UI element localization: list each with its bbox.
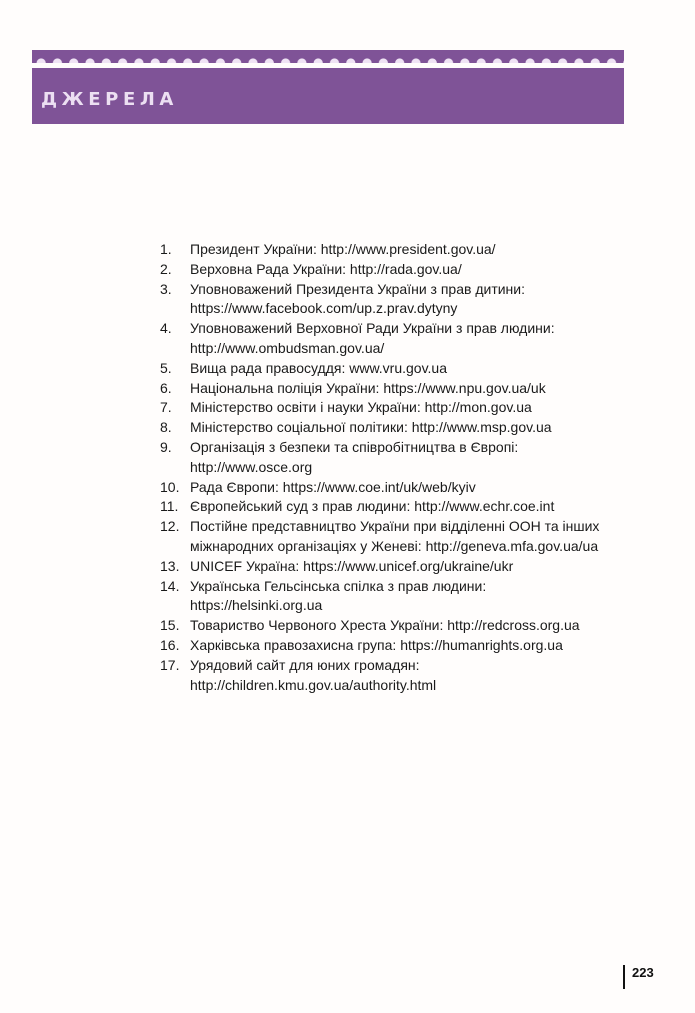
header-banner-scalloped-edge	[32, 50, 624, 63]
source-item	[160, 517, 630, 557]
source-item	[160, 616, 630, 636]
source-number: 10.	[160, 478, 180, 495]
source-text: Урядовий сайт для юних громадян: http://children.kmu.gov.ua/authority.html	[190, 656, 437, 693]
source-item	[160, 577, 630, 617]
source-item	[160, 557, 630, 577]
source-text: Європейський суд з прав людини: http://www.echr.coe.int	[190, 498, 555, 515]
source-text: UNICEF Україна: https://www.unicef.org/ukraine/ukr	[190, 557, 514, 574]
source-text: Рада Європи: https://www.coe.int/uk/web/kyiv	[190, 478, 476, 495]
source-item	[160, 418, 630, 438]
source-text: Постійне представництво України при відділенні ООН та інших міжнародних організаціях у Женеві: http://geneva.mfa.gov.ua/ua	[190, 518, 600, 554]
source-number: 17.	[160, 656, 180, 673]
source-number: 4.	[160, 320, 172, 337]
source-item	[160, 656, 630, 696]
page-number-marker	[623, 965, 625, 989]
source-number: 14.	[160, 577, 180, 594]
source-number: 15.	[160, 617, 180, 634]
source-number: 11.	[160, 498, 179, 515]
sources-list	[160, 240, 630, 695]
source-text: Уповноважений Президента України з прав дитини: https://www.facebook.com/up.z.prav.dytyny	[190, 280, 525, 317]
source-item	[160, 319, 630, 359]
source-number: 2.	[160, 260, 172, 277]
source-text: Міністерство освіти і науки України: http://mon.gov.ua	[190, 399, 532, 416]
source-text: Товариство Червоного Хреста України: http://redcross.org.ua	[190, 617, 580, 634]
source-number: 5.	[160, 359, 172, 376]
source-number: 16.	[160, 636, 180, 653]
source-text: Президент України: http://www.president.gov.ua/	[190, 241, 496, 257]
source-number: 8.	[160, 419, 172, 436]
page-number: 223	[632, 965, 654, 980]
source-text: Вища рада правосуддя: www.vru.gov.ua	[190, 359, 448, 376]
source-text: Харківська правозахисна група: https://humanrights.org.ua	[190, 636, 563, 653]
source-item	[160, 359, 630, 379]
source-number: 13.	[160, 557, 180, 574]
source-item	[160, 398, 630, 418]
source-number: 12.	[160, 518, 180, 535]
source-item	[160, 636, 630, 656]
source-item	[160, 497, 630, 517]
source-text: Українська Гельсінська спілка з прав людини: https://helsinki.org.ua	[190, 577, 487, 614]
source-item	[160, 379, 630, 399]
source-text: Верховна Рада України: http://rada.gov.ua/	[190, 260, 462, 277]
source-number: 9.	[160, 438, 172, 455]
header-banner	[32, 68, 624, 124]
source-number: 3.	[160, 280, 172, 297]
source-item	[160, 280, 630, 320]
source-item	[160, 438, 630, 478]
source-number: 1.	[160, 241, 172, 257]
source-item	[160, 260, 630, 280]
source-item	[160, 240, 630, 260]
source-number: 6.	[160, 379, 172, 396]
page-title: ДЖЕРЕЛА	[41, 89, 178, 110]
source-number: 7.	[160, 399, 172, 416]
source-text: Організація з безпеки та співробітництва в Європі: http://www.osce.org	[190, 438, 519, 475]
source-text: Національна поліція України: https://www.npu.gov.ua/uk	[190, 379, 546, 396]
source-text: Уповноважений Верховної Ради України з прав людини: http://www.ombudsman.gov.ua/	[190, 320, 555, 356]
source-text: Міністерство соціальної політики: http://www.msp.gov.ua	[190, 419, 552, 436]
source-item	[160, 478, 630, 498]
